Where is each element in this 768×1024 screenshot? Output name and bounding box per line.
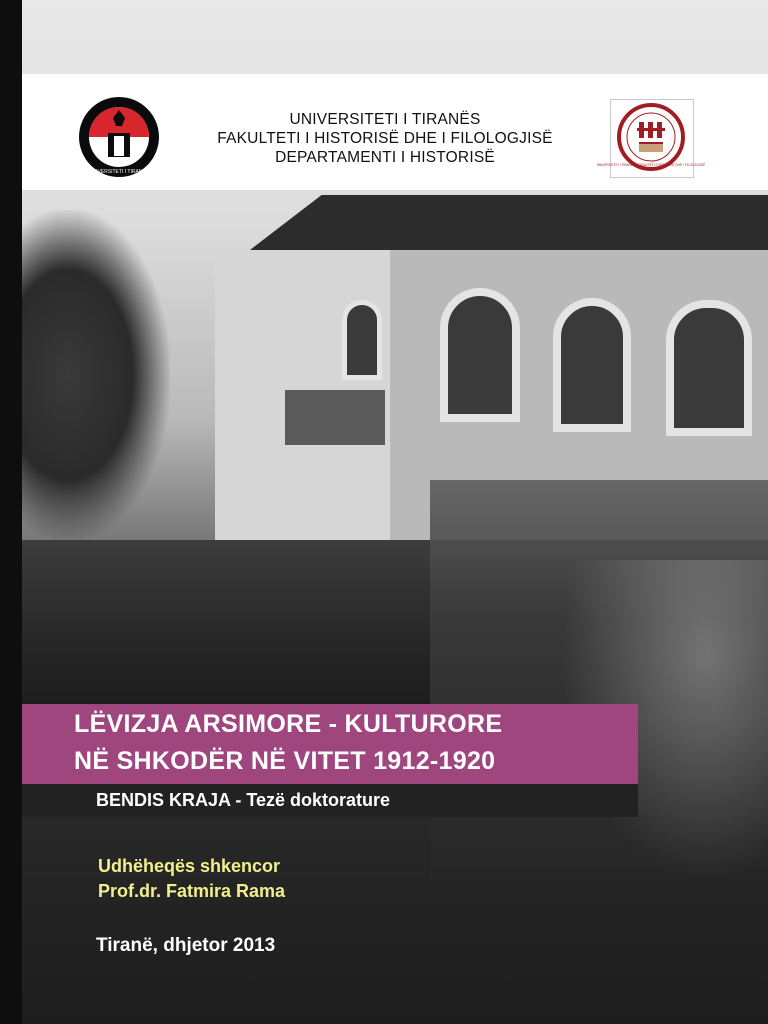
university-of-tirana-seal-icon bbox=[78, 96, 160, 178]
faculty-name: FAKULTETI I HISTORISË DHE I FILOLOGJISË bbox=[217, 130, 553, 147]
faculty-history-philology-seal-icon bbox=[596, 99, 706, 178]
author-line: BENDIS KRAJA - Tezë doktorature bbox=[96, 790, 391, 810]
title-line-2: NË SHKODËR NË VITET 1912-1920 bbox=[74, 747, 496, 775]
university-name: UNIVERSITETI I TIRANËS bbox=[289, 111, 481, 128]
tree-silhouette bbox=[0, 210, 170, 540]
place-date: Tiranë, dhjetor 2013 bbox=[96, 935, 276, 956]
building-window bbox=[666, 300, 752, 436]
building-window bbox=[342, 300, 382, 380]
svg-text:UNIVERSITETI I TIRANËS · FAKUL: UNIVERSITETI I TIRANËS · FAKULTETI I HISTORISË DHE I FILOLOGJISË bbox=[596, 163, 706, 167]
building-window bbox=[440, 288, 520, 422]
institution-heading bbox=[170, 110, 600, 167]
supervisor-name: Prof.dr. Fatmira Rama bbox=[98, 881, 286, 901]
department-name: DEPARTAMENTI I HISTORISË bbox=[275, 149, 495, 166]
building-balcony bbox=[285, 390, 385, 445]
supervisor-label: Udhëheqës shkencor bbox=[98, 856, 281, 876]
title-line-1: LËVIZJA ARSIMORE - KULTURORE bbox=[74, 710, 503, 738]
building-window bbox=[553, 298, 631, 432]
svg-text:UNIVERSITETI I TIRANËS: UNIVERSITETI I TIRANËS bbox=[88, 169, 150, 175]
left-edge-shadow bbox=[0, 0, 22, 1024]
